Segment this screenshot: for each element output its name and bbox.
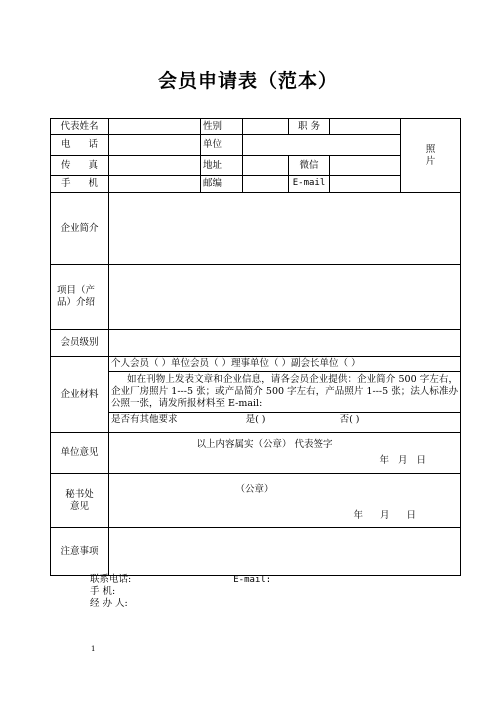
- email-field[interactable]: [330, 176, 401, 193]
- unit-label: 单位: [201, 135, 243, 156]
- other-requirements-row: [109, 413, 460, 427]
- fax-label: 传 真: [51, 156, 109, 176]
- unit-opinion-statement: 以上内容属实（公章） 代表签字: [196, 439, 333, 450]
- footer-handler: 经 办 人:: [90, 598, 128, 609]
- postcode-label: 邮编: [201, 176, 243, 193]
- notes-label: 注意事项: [51, 528, 109, 576]
- address-label: 地址: [201, 156, 243, 176]
- company-intro-field[interactable]: [109, 193, 461, 265]
- unit-field[interactable]: [243, 135, 401, 156]
- footer-row-1: [90, 574, 271, 586]
- photo-label: 照片: [425, 143, 436, 167]
- secretariat-opinion-label: 秘书处意见: [51, 474, 109, 528]
- position-field[interactable]: [330, 119, 401, 135]
- mobile-label: 手 机: [51, 176, 109, 193]
- member-level-label: 会员级别: [51, 330, 109, 357]
- project-intro-field[interactable]: [109, 265, 461, 330]
- company-materials-label: 企业材料: [51, 357, 109, 433]
- fax-field[interactable]: [109, 156, 201, 176]
- page-title: 会员申请表（范本）: [157, 70, 338, 92]
- other-requirements-no[interactable]: 否( ): [339, 413, 360, 425]
- address-field[interactable]: [243, 156, 289, 176]
- other-requirements-label: 是否有其他要求: [111, 413, 178, 425]
- notes-field[interactable]: [109, 528, 461, 576]
- membership-type-options[interactable]: 个人会员（ ）单位会员（ ）理事单位（ ）副会长单位（ ）: [109, 357, 460, 372]
- rep-name-label: 代表姓名: [51, 119, 109, 135]
- page-number: 1: [91, 645, 96, 653]
- secretariat-seal: （公章）: [235, 484, 274, 495]
- gender-field[interactable]: [243, 119, 289, 135]
- member-level-field[interactable]: [109, 330, 461, 357]
- postcode-field[interactable]: [243, 176, 289, 193]
- wechat-field[interactable]: [330, 156, 401, 176]
- footer-contact-phone: 联系电话:: [90, 574, 132, 585]
- photo-box[interactable]: [401, 119, 461, 193]
- unit-opinion-label: 单位意见: [51, 433, 109, 474]
- materials-requirement-text: 如在刊物上发表文章和企业信息，请各会员企业提供：企业简介 500 字左右，企业厂房照片 1---5 张；或产品简介 500 字左右，产品照片 1---5 张；法人标准办公照一张，请发所报材料至 E-mail:: [109, 372, 460, 413]
- other-requirements-yes[interactable]: 是( ): [245, 413, 266, 425]
- email-label: E-mail: [289, 176, 330, 193]
- project-intro-label: 项目（产品）介绍: [51, 265, 109, 330]
- secretariat-date: 年 月 日: [353, 509, 416, 521]
- unit-opinion-cell[interactable]: [109, 433, 461, 474]
- footer-email: E-mail:: [233, 575, 272, 585]
- position-label: 职 务: [289, 119, 330, 135]
- unit-opinion-date: 年 月 日: [379, 454, 426, 466]
- materials-cell: [109, 357, 461, 433]
- company-intro-label: 企业简介: [51, 193, 109, 265]
- footer-mobile: 手 机:: [90, 586, 116, 597]
- mobile-field[interactable]: [109, 176, 201, 193]
- phone-field[interactable]: [109, 135, 201, 156]
- rep-name-field[interactable]: [109, 119, 201, 135]
- secretariat-opinion-cell[interactable]: [109, 474, 461, 528]
- application-form: [50, 118, 461, 576]
- wechat-label: 微信: [289, 156, 330, 176]
- gender-label: 性别: [201, 119, 243, 135]
- footer-contacts: [90, 574, 271, 610]
- phone-label: 电 话: [51, 135, 109, 156]
